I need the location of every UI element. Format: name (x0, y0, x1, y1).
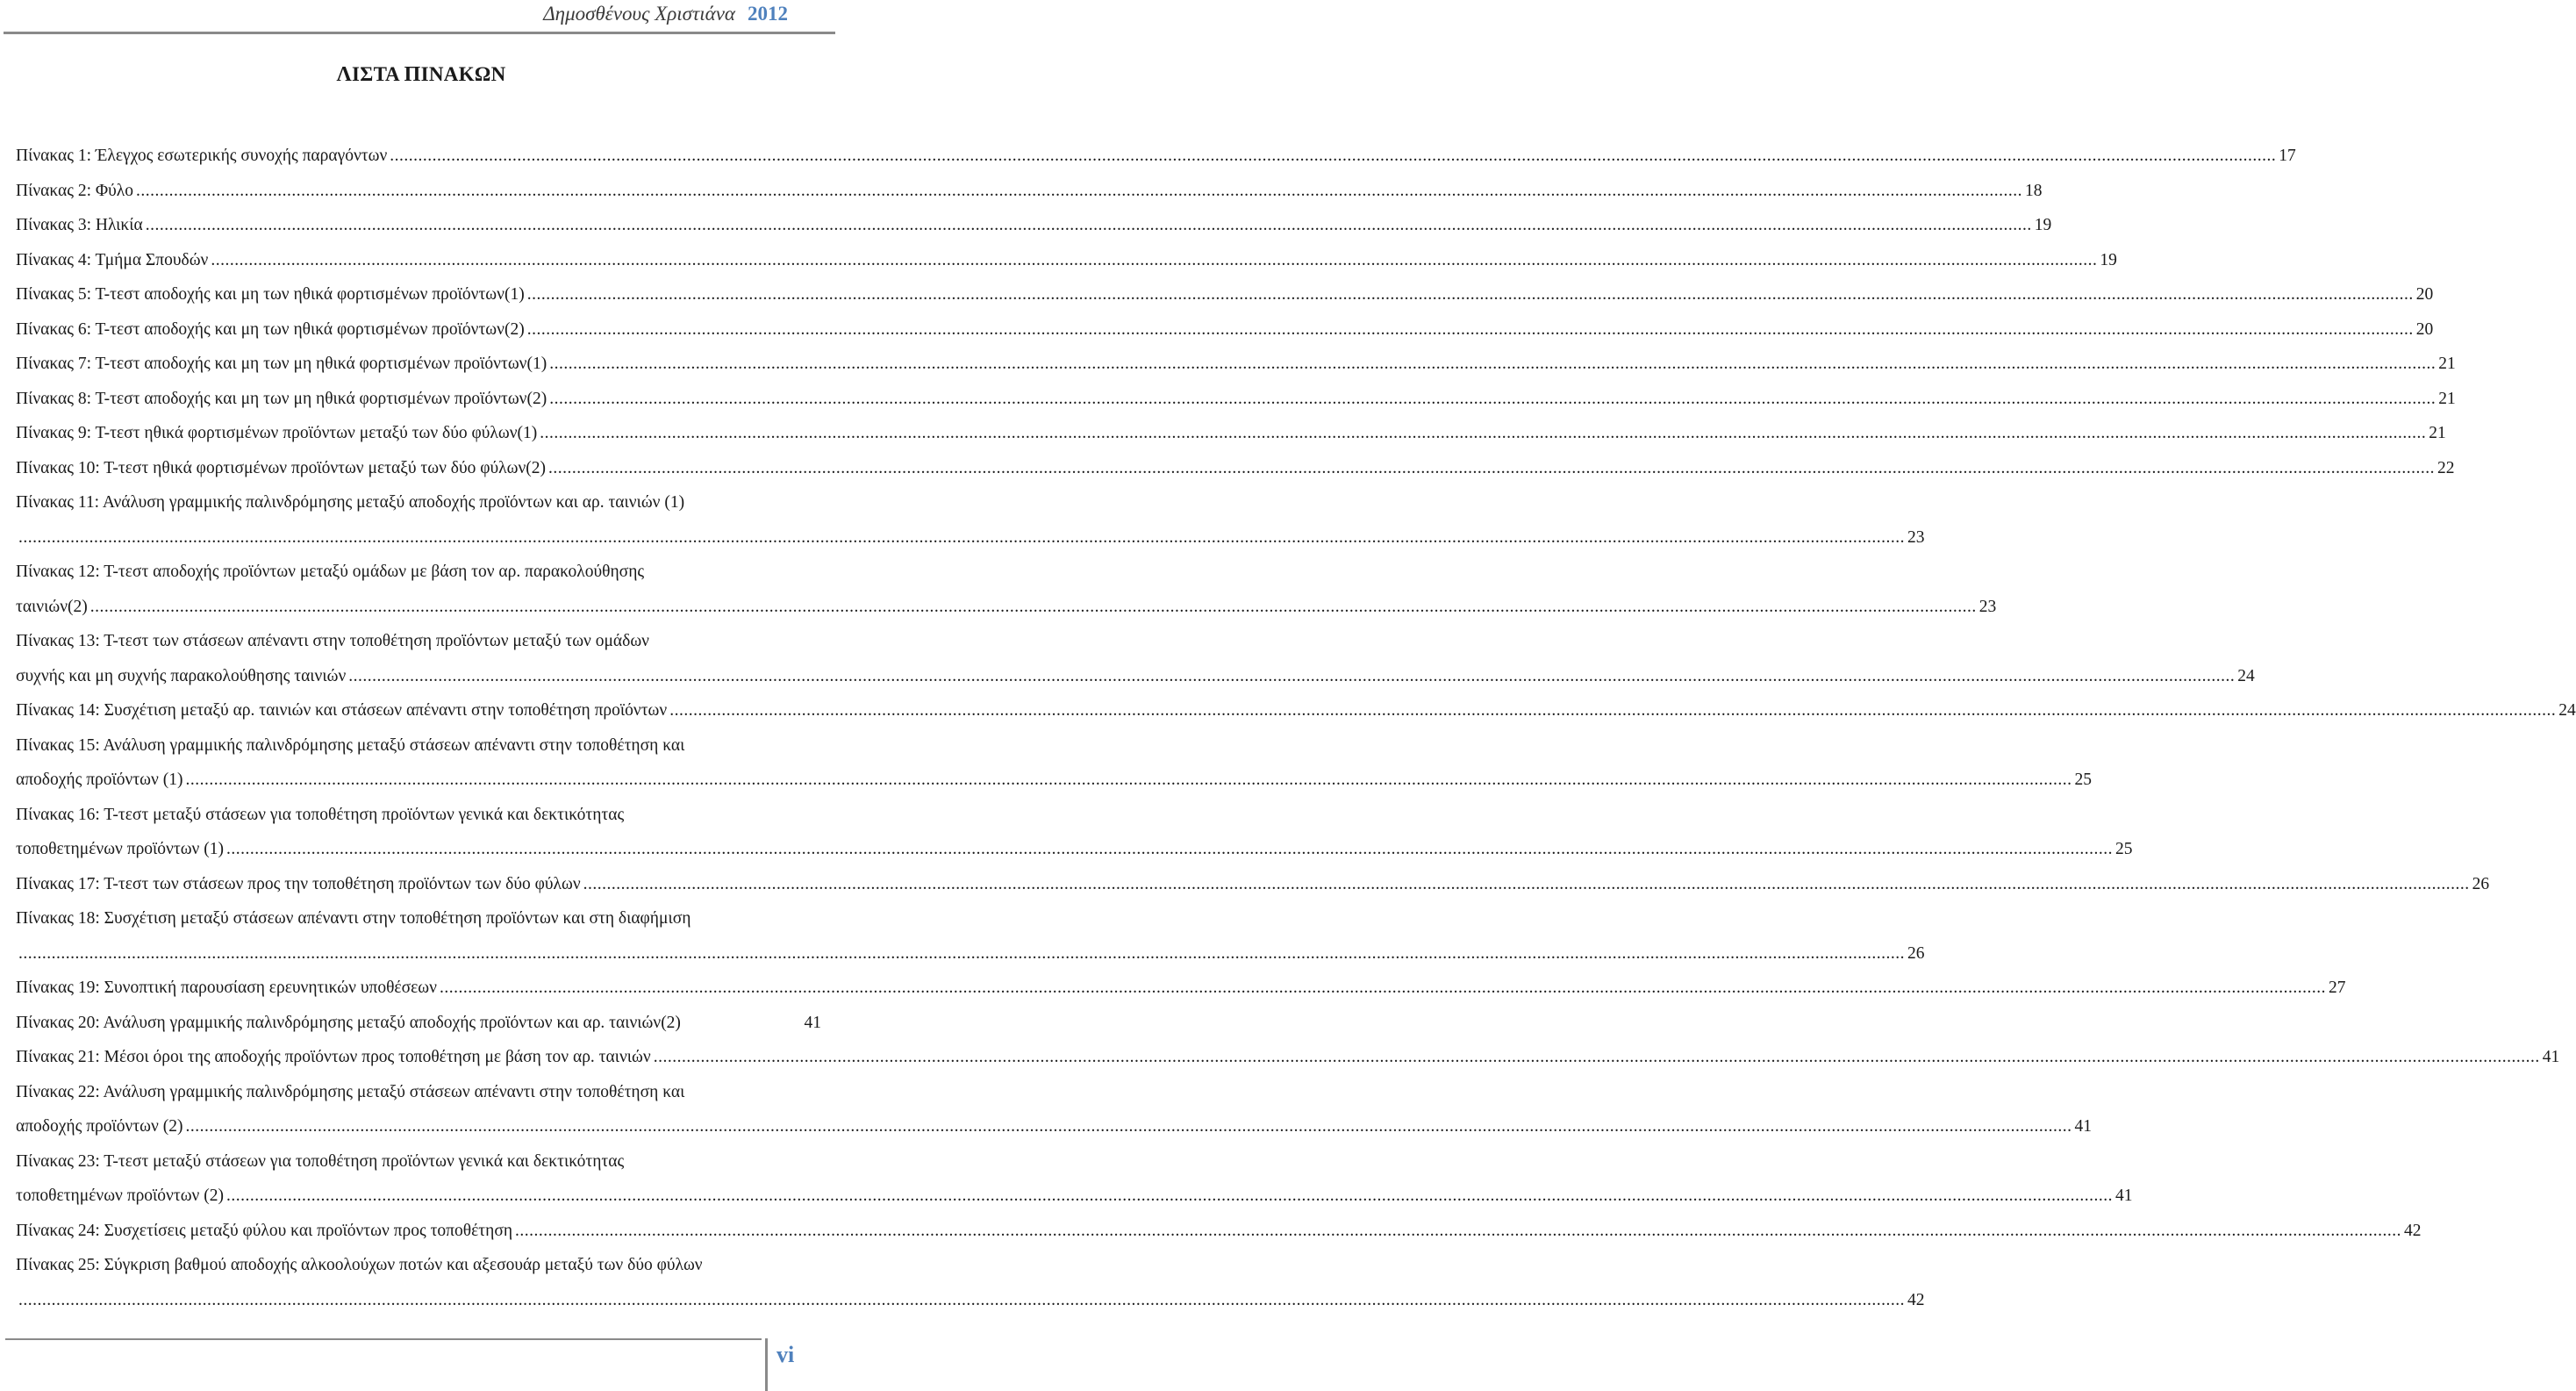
toc-entry-line (16, 590, 1997, 625)
toc-entry[interactable] (16, 693, 2576, 728)
toc-entry-page: 21 (2438, 355, 2456, 373)
toc-entry-page: 42 (2404, 1221, 2422, 1240)
toc-entry-page: 25 (2114, 840, 2133, 858)
toc-entry-title: Πίνακας 24: Συσχετίσεις μεταξύ φύλου και προϊόντων προς τοποθέτηση (16, 1221, 513, 1240)
toc-entry[interactable] (16, 555, 1997, 624)
dot-leader: ................................................................................................................................................................................................................................................................................................................................................................................................................ (89, 597, 1977, 616)
toc-entry-line (16, 832, 2133, 867)
header-year: 2012 (748, 3, 788, 25)
title-rest-2: ΙΝΑΚΩΝ (420, 63, 506, 85)
toc-entry-page: 20 (2415, 285, 2434, 304)
dot-leader: ................................................................................................................................................................................................................................................................................................................................................................................................................ (185, 771, 2072, 789)
toc-entry-line (16, 208, 2052, 243)
dot-leader: ................................................................................................................................................................................................................................................................................................................................................................................................................ (211, 250, 2098, 269)
toc-entry[interactable] (16, 1075, 2092, 1144)
toc-entry-title: Πίνακας 6: Τ-τεστ αποδοχής και μη των ηθικά φορτισμένων προϊόντων(2) (16, 319, 525, 339)
page-header (0, 0, 842, 35)
header-author: Δημοσθένους Χριστιάνα (543, 3, 735, 25)
dot-leader: ................................................................................................................................................................................................................................................................................................................................................................................................................ (390, 147, 2277, 165)
toc-entry-title: Πίνακας 1: Έλεγχος εσωτερικής συνοχής παραγόντων (16, 147, 388, 165)
toc-entry[interactable] (16, 971, 2346, 1006)
dot-leader: ................................................................................................................................................................................................................................................................................................................................................................................................................ (18, 527, 1905, 547)
toc-entry-title-line: Πίνακας 18: Συσχέτιση μεταξύ στάσεων απέναντι στην τοποθέτηση προϊόντων και στη διαφήμιση (16, 909, 691, 928)
dot-leader: ................................................................................................................................................................................................................................................................................................................................................................................................................ (136, 181, 2022, 200)
toc-entry-page: 41 (2074, 1117, 2092, 1136)
toc-entry[interactable] (16, 867, 2490, 902)
toc-entry[interactable] (16, 624, 2255, 693)
toc-entry-line (16, 1006, 821, 1041)
toc-entry-title: Πίνακας 3: Ηλικία (16, 216, 143, 234)
toc-entry-line (16, 243, 2117, 278)
page-number: vi (776, 1342, 795, 1367)
toc-entry-title-line: Πίνακας 11: Ανάλυση γραμμικής παλινδρόμησης μεταξύ αποδοχής προϊόντων και αρ. ταινιών (1) (16, 493, 685, 512)
dot-leader: ................................................................................................................................................................................................................................................................................................................................................................................................................ (526, 319, 2414, 339)
toc-entry-line (16, 936, 1925, 972)
toc-entry[interactable] (16, 312, 2434, 348)
toc-entry[interactable] (16, 416, 2446, 451)
toc-entry-page: 22 (2437, 458, 2455, 477)
dot-leader: ................................................................................................................................................................................................................................................................................................................................................................................................................ (526, 285, 2414, 304)
dot-leader: ................................................................................................................................................................................................................................................................................................................................................................................................................ (583, 874, 2470, 893)
toc-entry-line (16, 693, 2576, 728)
toc-entry-title: ταινιών(2) (16, 597, 88, 616)
toc-entry[interactable] (16, 728, 2092, 798)
dot-leader: ................................................................................................................................................................................................................................................................................................................................................................................................................ (225, 840, 2113, 858)
toc-entry-title-line: Πίνακας 16: Τ-τεστ μεταξύ στάσεων για τοποθέτηση προϊόντων γενικά και δεκτικότητας (16, 805, 625, 824)
toc-entry-title-line: Πίνακας 25: Σύγκριση βαθμού αποδοχής αλκοολούχων ποτών και αξεσουάρ μεταξύ των δύο φύλων (16, 1256, 703, 1274)
toc-entry-page: 25 (2074, 771, 2092, 789)
toc-entry-page: 21 (2438, 389, 2456, 408)
dot-leader: ................................................................................................................................................................................................................................................................................................................................................................................................................ (549, 355, 2436, 373)
dot-leader: ................................................................................................................................................................................................................................................................................................................................................................................................................ (18, 943, 1905, 963)
dot-leader: ................................................................................................................................................................................................................................................................................................................................................................................................................ (225, 1187, 2113, 1205)
table-list (16, 139, 2576, 1317)
toc-entry-line (16, 139, 2296, 174)
toc-entry-page: 19 (2034, 216, 2052, 234)
toc-entry[interactable] (16, 382, 2456, 417)
toc-entry-line (16, 382, 2456, 417)
footer-rule (5, 1338, 762, 1340)
toc-entry-title: Πίνακας 9: Τ-τεστ ηθικά φορτισμένων προϊόντων μεταξύ των δύο φύλων(1) (16, 424, 538, 442)
dot-leader: ................................................................................................................................................................................................................................................................................................................................................................................................................ (549, 389, 2436, 408)
title-rest-1: ΙΣΤΑ (351, 63, 404, 85)
toc-entry-line (16, 659, 2255, 694)
toc-entry-page: 26 (2472, 874, 2490, 893)
dot-leader: ................................................................................................................................................................................................................................................................................................................................................................................................................ (669, 701, 2557, 720)
toc-entry[interactable] (16, 485, 1925, 555)
toc-entry[interactable] (16, 1214, 2422, 1249)
toc-entry-line (16, 520, 1925, 556)
toc-entry-title-line: Πίνακας 23: Τ-τεστ μεταξύ στάσεων για τοποθέτηση προϊόντων γενικά και δεκτικότητας (16, 1151, 625, 1171)
dot-leader: ................................................................................................................................................................................................................................................................................................................................................................................................................ (185, 1117, 2072, 1136)
toc-entry-page: 23 (1979, 597, 1997, 616)
toc-entry-title: αποδοχής προϊόντων (2) (16, 1117, 183, 1136)
toc-entry-line (16, 763, 2092, 798)
toc-entry-page: 20 (2415, 319, 2434, 339)
toc-entry-page: 41 (2114, 1187, 2133, 1205)
toc-entry-line (16, 1214, 2422, 1249)
toc-entry-title: Πίνακας 21: Μέσοι όροι της αποδοχής προϊόντων προς τοποθέτηση με βάση τον αρ. ταινιών (16, 1048, 651, 1066)
toc-entry-line (16, 451, 2455, 486)
toc-entry-title-line: Πίνακας 15: Ανάλυση γραμμικής παλινδρόμησης μεταξύ στάσεων απέναντι στην τοποθέτηση και (16, 735, 685, 755)
toc-entry-line (16, 1109, 2092, 1144)
toc-entry-page: 26 (1907, 943, 1925, 963)
toc-entry-line (16, 867, 2490, 902)
page-title (0, 63, 842, 87)
toc-entry-title: Πίνακας 10: Τ-τεστ ηθικά φορτισμένων προϊόντων μεταξύ των δύο φύλων(2) (16, 458, 547, 477)
header-text (543, 3, 788, 25)
toc-entry-line (16, 1283, 1925, 1318)
dot-leader: ................................................................................................................................................................................................................................................................................................................................................................................................................ (348, 666, 2236, 685)
toc-entry-page: 18 (2025, 181, 2043, 200)
dot-leader: ................................................................................................................................................................................................................................................................................................................................................................................................................ (145, 216, 2032, 234)
toc-entry-title: Πίνακας 4: Τμήμα Σπουδών (16, 250, 209, 269)
header-rule (4, 32, 835, 34)
toc-entry-title: τοποθετημένων προϊόντων (1) (16, 840, 224, 858)
toc-entry-title: συχνής και μη συχνής παρακολούθησης ταινιών (16, 666, 347, 685)
toc-entry[interactable] (16, 277, 2434, 312)
toc-entry-line (16, 312, 2434, 348)
toc-entry[interactable] (16, 901, 1925, 971)
dot-leader: ................................................................................................................................................................................................................................................................................................................................................................................................................ (540, 424, 2427, 442)
toc-entry-title: Πίνακας 20: Ανάλυση γραμμικής παλινδρόμησης μεταξύ αποδοχής προϊόντων και αρ. ταινιών(2) (16, 1013, 681, 1032)
toc-entry-title: Πίνακας 14: Συσχέτιση μεταξύ αρ. ταινιών και στάσεων απέναντι στην τοποθέτηση προϊόντων (16, 701, 668, 720)
toc-entry-title-line: Πίνακας 12: Τ-τεστ αποδοχής προϊόντων μεταξύ ομάδων με βάση τον αρ. παρακολούθησης (16, 563, 645, 581)
toc-entry-title: Πίνακας 5: Τ-τεστ αποδοχής και μη των ηθικά φορτισμένων προϊόντων(1) (16, 285, 525, 304)
page-number-box (765, 1338, 838, 1391)
title-initial-2: Π (404, 63, 421, 86)
toc-entry[interactable] (16, 347, 2456, 382)
toc-entry-line (16, 971, 2346, 1006)
toc-entry[interactable] (16, 208, 2052, 243)
toc-entry-line (16, 416, 2446, 451)
dot-leader: ................................................................................................................................................................................................................................................................................................................................................................................................................ (18, 1290, 1905, 1309)
toc-entry-page: 19 (2100, 250, 2117, 269)
toc-entry-page: 41 (2542, 1048, 2560, 1066)
toc-entry[interactable] (16, 243, 2117, 278)
toc-entry-page: 41 (804, 1013, 821, 1032)
toc-entry-page: 24 (2558, 701, 2576, 720)
toc-entry[interactable] (16, 1144, 2133, 1214)
title-initial-1: Λ (336, 63, 352, 86)
toc-entry-line (16, 1040, 2560, 1075)
toc-entry[interactable] (16, 1040, 2560, 1075)
toc-entry[interactable] (16, 1248, 1925, 1317)
dot-leader: ................................................................................................................................................................................................................................................................................................................................................................................................................ (548, 458, 2436, 477)
toc-entry-title: τοποθετημένων προϊόντων (2) (16, 1187, 224, 1205)
toc-entry-title: Πίνακας 2: Φύλο (16, 181, 133, 200)
dot-leader: ................................................................................................................................................................................................................................................................................................................................................................................................................ (653, 1048, 2540, 1066)
dot-leader: ................................................................................................................................................................................................................................................................................................................................................................................................................ (439, 979, 2326, 997)
toc-entry[interactable] (16, 451, 2455, 486)
toc-entry-line (16, 174, 2043, 209)
toc-entry-page: 23 (1907, 527, 1925, 547)
toc-entry-title-line: Πίνακας 13: Τ-τεστ των στάσεων απέναντι στην τοποθέτηση προϊόντων μεταξύ των ομάδων (16, 632, 649, 650)
toc-entry[interactable] (16, 798, 2133, 867)
toc-entry-title: αποδοχής προϊόντων (1) (16, 771, 183, 789)
toc-entry-line (16, 347, 2456, 382)
dot-leader: ................................................................................................................................................................................................................................................................................................................................................................................................................ (515, 1221, 2402, 1240)
toc-entry-line (16, 277, 2434, 312)
toc-entry-line (16, 1179, 2133, 1214)
toc-entry-title-line: Πίνακας 22: Ανάλυση γραμμικής παλινδρόμησης μεταξύ στάσεων απέναντι στην τοποθέτηση και (16, 1082, 685, 1101)
toc-entry-title: Πίνακας 17: Τ-τεστ των στάσεων προς την τοποθέτηση προϊόντων των δύο φύλων (16, 874, 581, 893)
toc-entry-page: 17 (2279, 147, 2296, 165)
toc-entry-title: Πίνακας 7: Τ-τεστ αποδοχής και μη των μη ηθικά φορτισμένων προϊόντων(1) (16, 355, 547, 373)
toc-entry-page: 21 (2429, 424, 2446, 442)
toc-entry-title: Πίνακας 8: Τ-τεστ αποδοχής και μη των μη ηθικά φορτισμένων προϊόντων(2) (16, 389, 547, 408)
toc-entry[interactable] (16, 174, 2043, 209)
toc-entry[interactable] (16, 139, 2296, 174)
toc-entry-page: 27 (2328, 979, 2346, 997)
toc-entry[interactable] (16, 1006, 821, 1041)
toc-entry-page: 24 (2237, 666, 2255, 685)
toc-entry-title: Πίνακας 19: Συνοπτική παρουσίαση ερευνητικών υποθέσεων (16, 979, 437, 997)
toc-entry-page: 42 (1907, 1290, 1925, 1309)
